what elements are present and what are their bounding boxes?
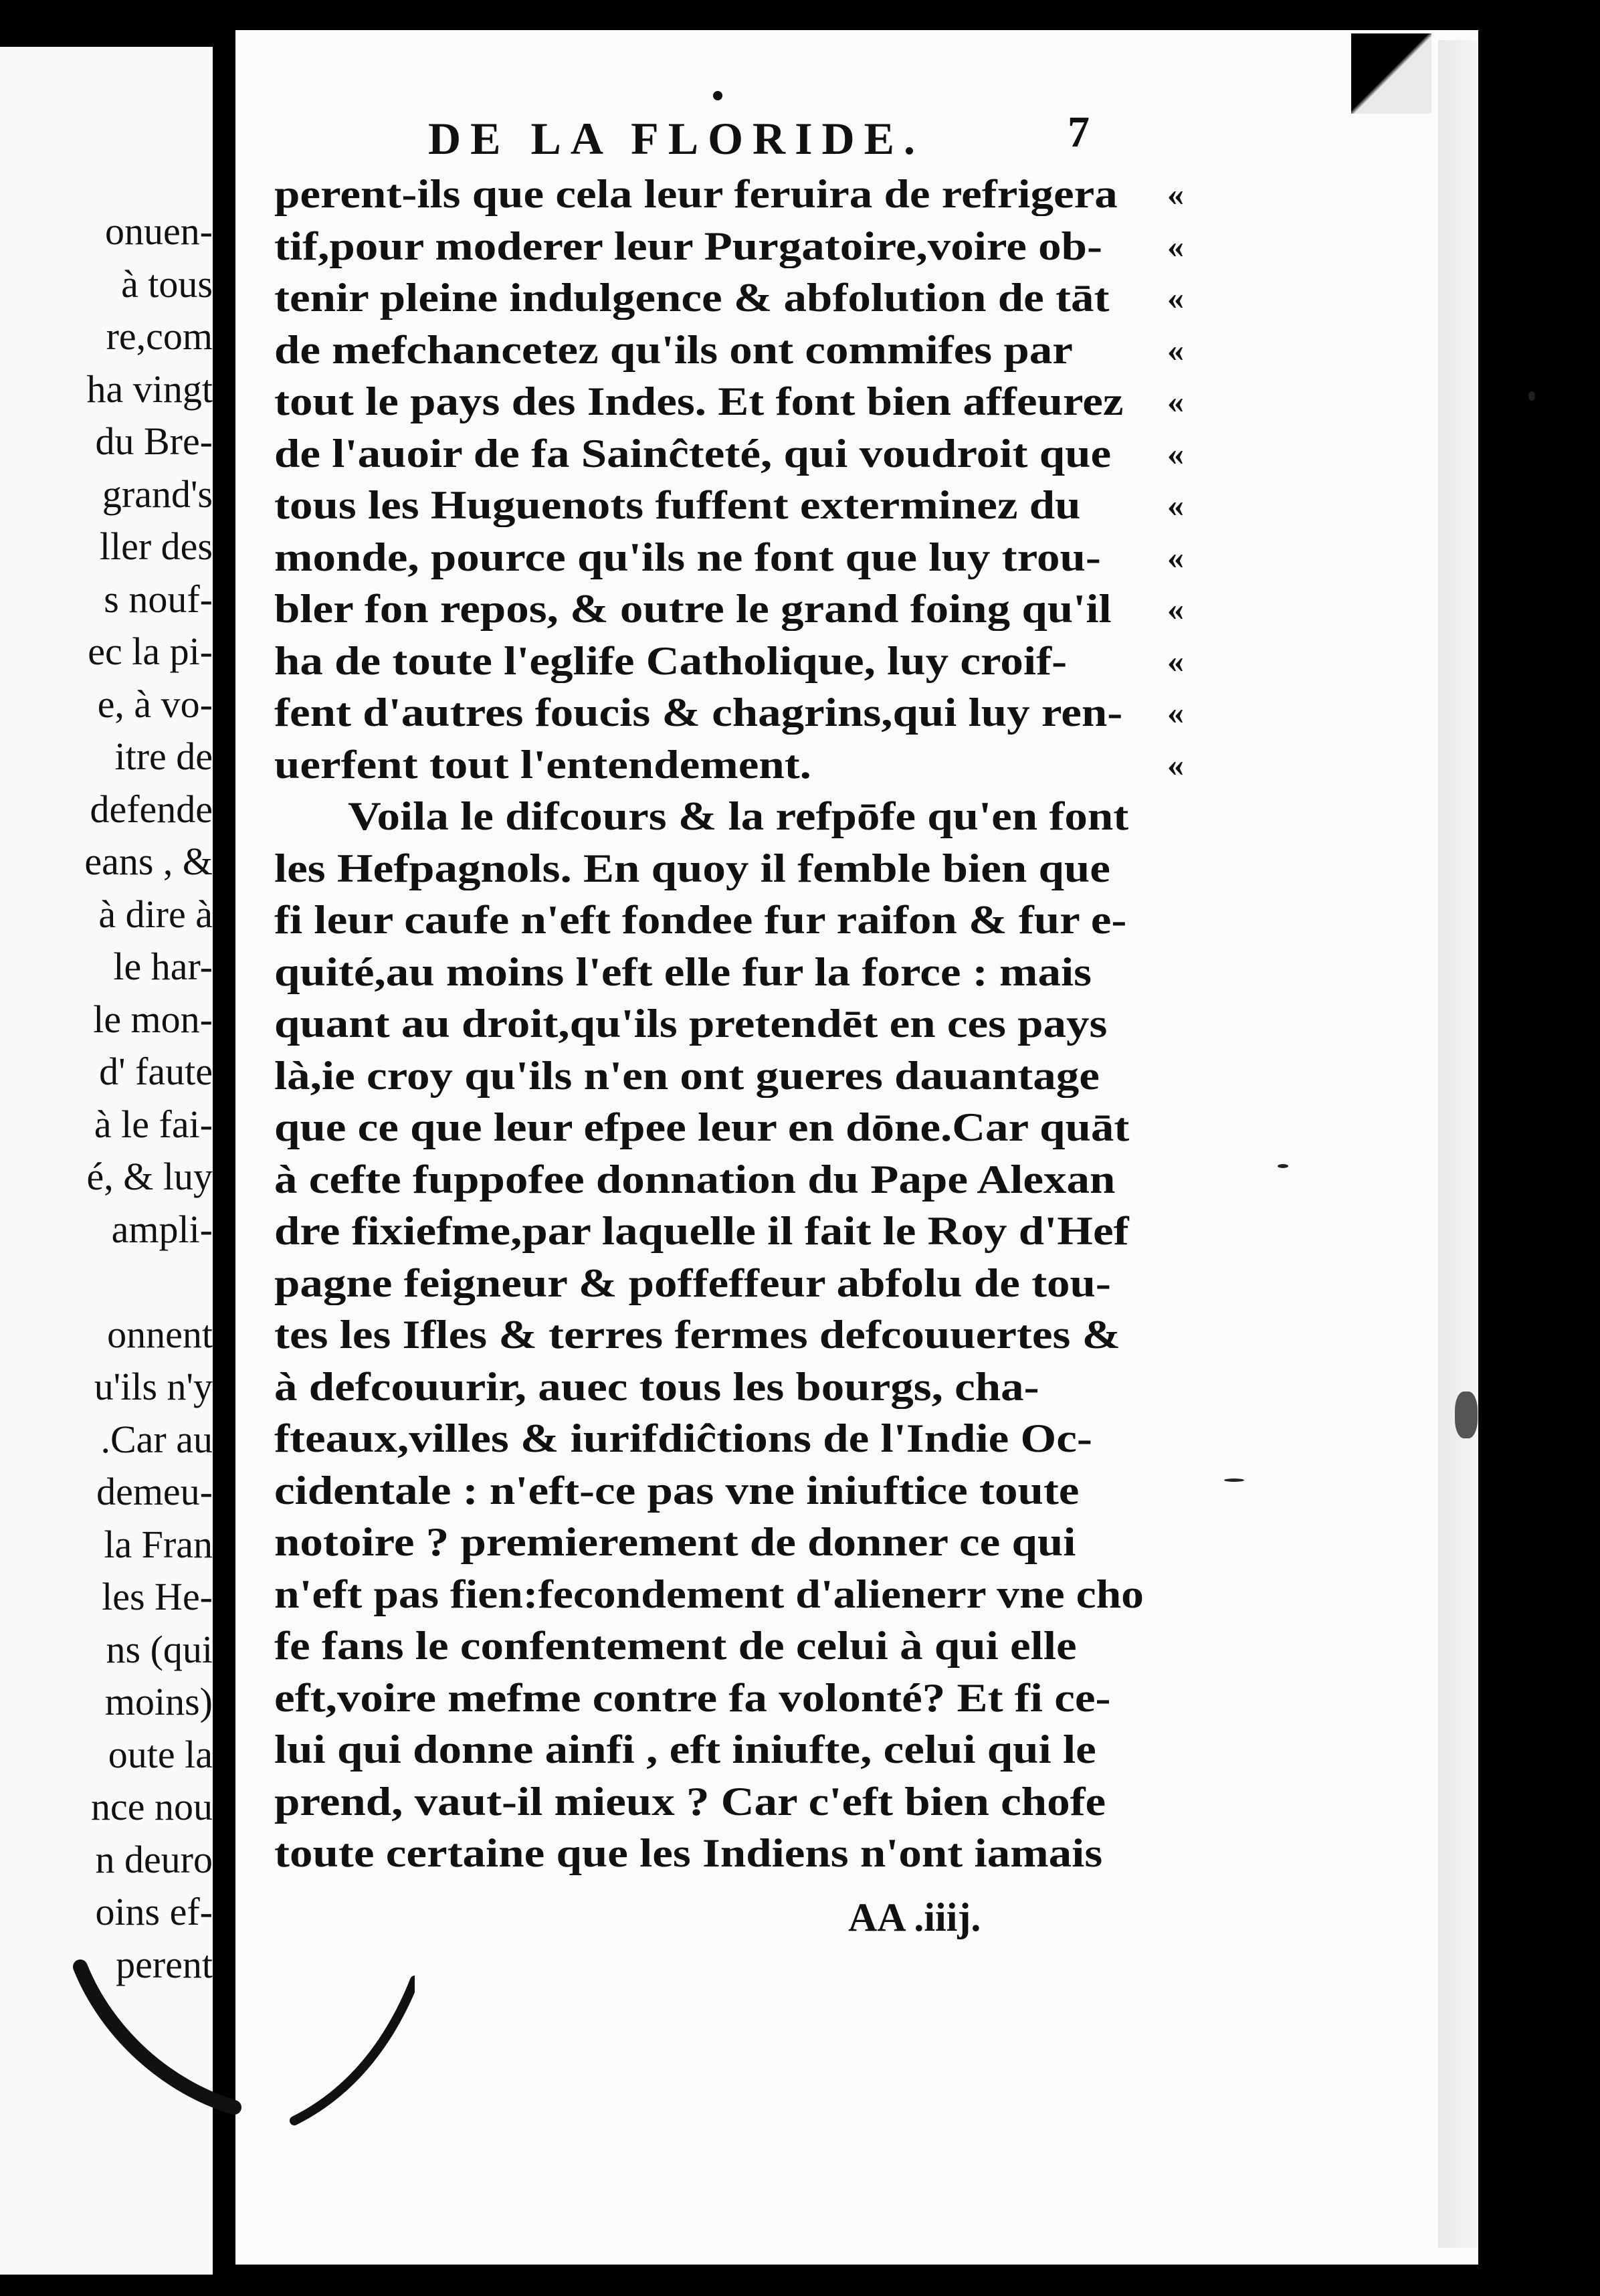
margin-quote-mark: « [1167,745,1184,783]
text-line-content: fent d'autres foucis & chagrins,qui luy ren- [274,690,1123,735]
text-line-content: n'eft pas fien:fecondement d'alienerr vne cho [274,1571,1144,1616]
text-line-content: eft,voire mefme contre fa volonté? Et fi ce- [274,1675,1111,1720]
text-line [274,1828,1164,1880]
text-line [274,894,1164,947]
ink-speck [1278,1164,1288,1168]
text-line-content: tous les Huguenots fuffent exterminez du [274,483,1081,527]
margin-quote-mark: « [1167,538,1184,576]
left-page-line: onnent [107,1312,213,1356]
running-head: DE LA FLORIDE. [428,113,924,164]
text-line [274,1050,1164,1103]
text-line-content: tes les Ifles & terres fermes defcouuertes & [274,1313,1121,1357]
text-line [274,947,1164,999]
left-page-line: é, & luy [86,1155,213,1198]
text-line [274,791,1164,843]
text-line [274,583,1184,636]
text-line-content: uerfent tout l'entendement. [274,742,811,787]
text-line [274,1776,1164,1828]
text-line-content: monde, pource qu'ils ne font que luy trou- [274,535,1101,579]
text-line [274,843,1164,895]
margin-quote-mark: « [1167,383,1184,420]
left-page-line: demeu- [96,1470,213,1513]
left-page-line: .Car au [100,1417,213,1461]
text-line [274,1620,1164,1672]
ink-speck [1455,1392,1478,1438]
text-line-content: à cefte fuppofee donnation du Pape Alexan [274,1157,1116,1202]
text-line-content: quant au droit,qu'ils pretendēt en ces pays [274,1001,1108,1046]
signature-mark: AA .iiij. [848,1895,981,1939]
left-page-line: onuen- [104,209,213,253]
text-line [274,376,1184,428]
text-line [274,1361,1164,1414]
ink-speck [1528,391,1535,401]
text-line [274,169,1184,221]
text-line [274,324,1184,377]
margin-quote-mark: « [1167,590,1184,628]
left-page-line: le mon- [93,997,213,1041]
text-line-content: fteaux,villes & iurifdiĉtions de l'Indie Oc- [274,1416,1092,1460]
left-page-line: du Bre- [95,419,213,463]
left-page-line: itre de [114,735,213,778]
text-line [274,1465,1164,1517]
text-line [274,687,1184,739]
text-line [274,998,1164,1050]
text-line-content: toute certaine que les Indiens n'ont iamais [274,1831,1103,1875]
text-line-content: tif,pour moderer leur Purgatoire,voire ob- [274,223,1102,268]
text-line-content: prend, vaut-il mieux ? Car c'eft bien chofe [274,1779,1106,1824]
ink-speck [1224,1478,1244,1482]
text-line [274,1206,1164,1258]
left-page-line: perent [116,1942,213,1986]
text-line-content: quité,au moins l'eft elle fur la force : mais [274,949,1092,994]
text-line [274,221,1184,273]
text-line [274,532,1184,584]
text-line-content: tenir pleine indulgence & abfolution de tāt [274,276,1110,320]
left-page-line: la Fran [104,1522,213,1566]
text-line-content: à defcouurir, auec tous les bourgs, cha- [274,1364,1039,1409]
margin-quote-mark: « [1167,694,1184,731]
text-line [274,1569,1164,1621]
left-page-line: oins ef- [95,1890,213,1933]
text-line [274,272,1184,324]
margin-quote-mark: « [1167,434,1184,472]
body-text [274,169,1184,1880]
text-line-content: de l'auoir de fa Sainĉteté, qui voudroit que [274,431,1112,476]
margin-quote-mark: « [1167,486,1184,524]
left-page-line: eans , & [84,840,213,883]
left-page-line: nce nou [91,1785,213,1828]
text-line-content: de mefchancetez qu'ils ont commifes par [274,327,1073,372]
page-corner-fold [1351,33,1431,114]
text-line [274,1517,1164,1569]
left-page-line: defende [90,787,213,831]
left-page-line: à tous [121,262,213,306]
gutter-curl-decoration [67,1953,415,2154]
margin-quote-mark: « [1167,279,1184,316]
text-line [274,1672,1164,1725]
text-line-content: les Hefpagnols. En quoy il femble bien que [274,846,1110,890]
text-line [274,1413,1164,1465]
text-line-content: là,ie croy qu'ils n'en ont gueres dauantage [274,1053,1100,1098]
text-line-content: ha de toute l'eglife Catholique, luy croif- [274,638,1068,683]
text-line [274,739,1184,791]
margin-quote-mark: « [1167,227,1184,265]
text-line-content: lui qui donne ainfi , eft iniufte, celui qui le [274,1727,1096,1772]
left-page-line: u'ils n'y [94,1365,213,1408]
left-page-line: e, à vo- [97,682,213,726]
text-line [274,1309,1164,1361]
text-line [274,1102,1164,1154]
text-line-content: cidentale : n'eft-ce pas vne iniuftice toute [274,1468,1080,1513]
text-line-content: que ce que leur efpee leur en dōne.Car quāt [274,1105,1130,1149]
text-line-content: pagne feigneur & poffeffeur abfolu de tou- [274,1260,1111,1305]
text-line-content: fi leur caufe n'eft fondee fur raifon & fur e- [274,898,1127,942]
left-page-line: ec la pi- [88,630,213,673]
text-line-content: tout le pays des Indes. Et font bien affeurez [274,379,1124,423]
text-line [274,428,1184,480]
left-page-line: grand's [102,472,213,516]
left-page-line: n deuro [95,1837,213,1881]
page-edge [1438,40,1478,2248]
margin-quote-mark: « [1167,330,1184,369]
text-line [274,1154,1164,1206]
margin-quote-mark: « [1167,175,1184,213]
left-page-line: le har- [113,945,213,988]
left-page-line: s nouf- [104,577,213,621]
left-page-line: les He- [102,1575,213,1618]
left-page-line: ller des [99,524,213,568]
left-page-line: ns (qui [106,1627,213,1671]
text-line-content: Voila le difcours & la refpōfe qu'en font [348,794,1129,838]
text-line-content: notoire ? premierement de donner ce qui [274,1520,1076,1564]
text-line [274,636,1184,688]
text-line-content: bler fon repos, & outre le grand foing qu'il [274,587,1112,631]
left-page-fragment [0,47,213,2275]
left-page-line [12,1258,213,1306]
ornament-dot [713,91,722,100]
text-line [274,1724,1164,1776]
text-line-content: dre fixiefme,par laquelle il fait le Roy d'Hef [274,1209,1129,1253]
left-page-line: oute la [108,1732,213,1776]
text-line [274,480,1184,532]
text-line-content: fe fans le confentement de celui à qui elle [274,1624,1077,1668]
text-line [274,1258,1164,1310]
left-page-line: à le fai- [94,1102,213,1146]
left-page-line: ampli- [111,1207,213,1251]
left-page-line: ha vingt [86,367,213,411]
page-number: 7 [1068,108,1090,157]
margin-quote-mark: « [1167,642,1184,680]
left-page-line: d' faute [99,1050,213,1093]
left-page-line: à dire à [98,892,213,936]
left-page-line: moins) [104,1680,213,1723]
text-line-content: perent-ils que cela leur feruira de refrigera [274,172,1118,216]
left-page-line: re,com [106,314,213,358]
